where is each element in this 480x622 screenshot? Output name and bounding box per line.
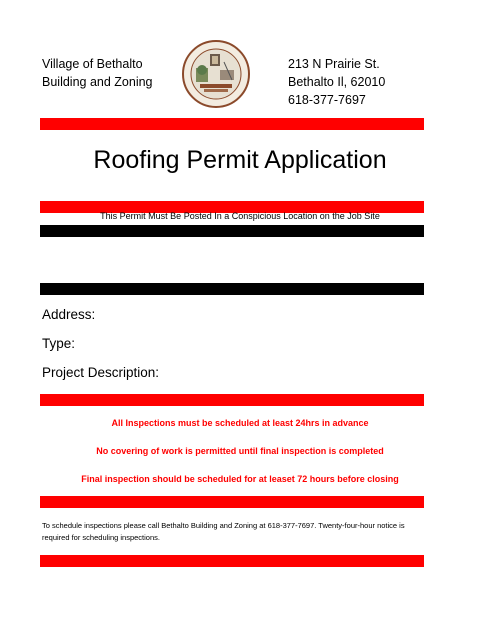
divider-bar xyxy=(40,118,424,130)
village-name: Village of Bethalto xyxy=(42,57,143,71)
warning-text: All Inspections must be scheduled at least 24hrs in advance xyxy=(111,418,369,428)
divider-bar xyxy=(40,394,424,406)
page-title: Roofing Permit Application xyxy=(93,146,387,174)
warning-text: No covering of work is permitted until final inspection is completed xyxy=(96,446,384,456)
phone-number: 618-377-7697 xyxy=(288,93,366,107)
street-address: 213 N Prairie St. xyxy=(288,57,380,71)
footer-note: To schedule inspections please call Bethalto Building and Zoning at 618-377-7697. Twenty-four-hour notice is required for scheduling inspections. xyxy=(42,521,405,542)
divider-bar xyxy=(40,496,424,508)
city-state-zip: Bethalto Il, 62010 xyxy=(288,75,386,89)
village-seal-logo xyxy=(182,40,250,108)
address-contact-block xyxy=(288,55,385,109)
department-name: Building and Zoning xyxy=(42,75,153,89)
divider-bar xyxy=(40,555,424,567)
project-description-label: Project Description: xyxy=(42,365,160,380)
type-label: Type: xyxy=(42,336,76,351)
posting-notice: This Permit Must Be Posted In a Conspicious Location on the Job Site xyxy=(100,211,380,221)
divider-bar xyxy=(40,283,424,295)
divider-bar xyxy=(40,225,424,237)
village-name-block xyxy=(42,55,153,91)
warning-text: Final inspection should be scheduled for at leaset 72 hours before closing xyxy=(81,474,399,484)
address-label: Address: xyxy=(42,307,96,322)
